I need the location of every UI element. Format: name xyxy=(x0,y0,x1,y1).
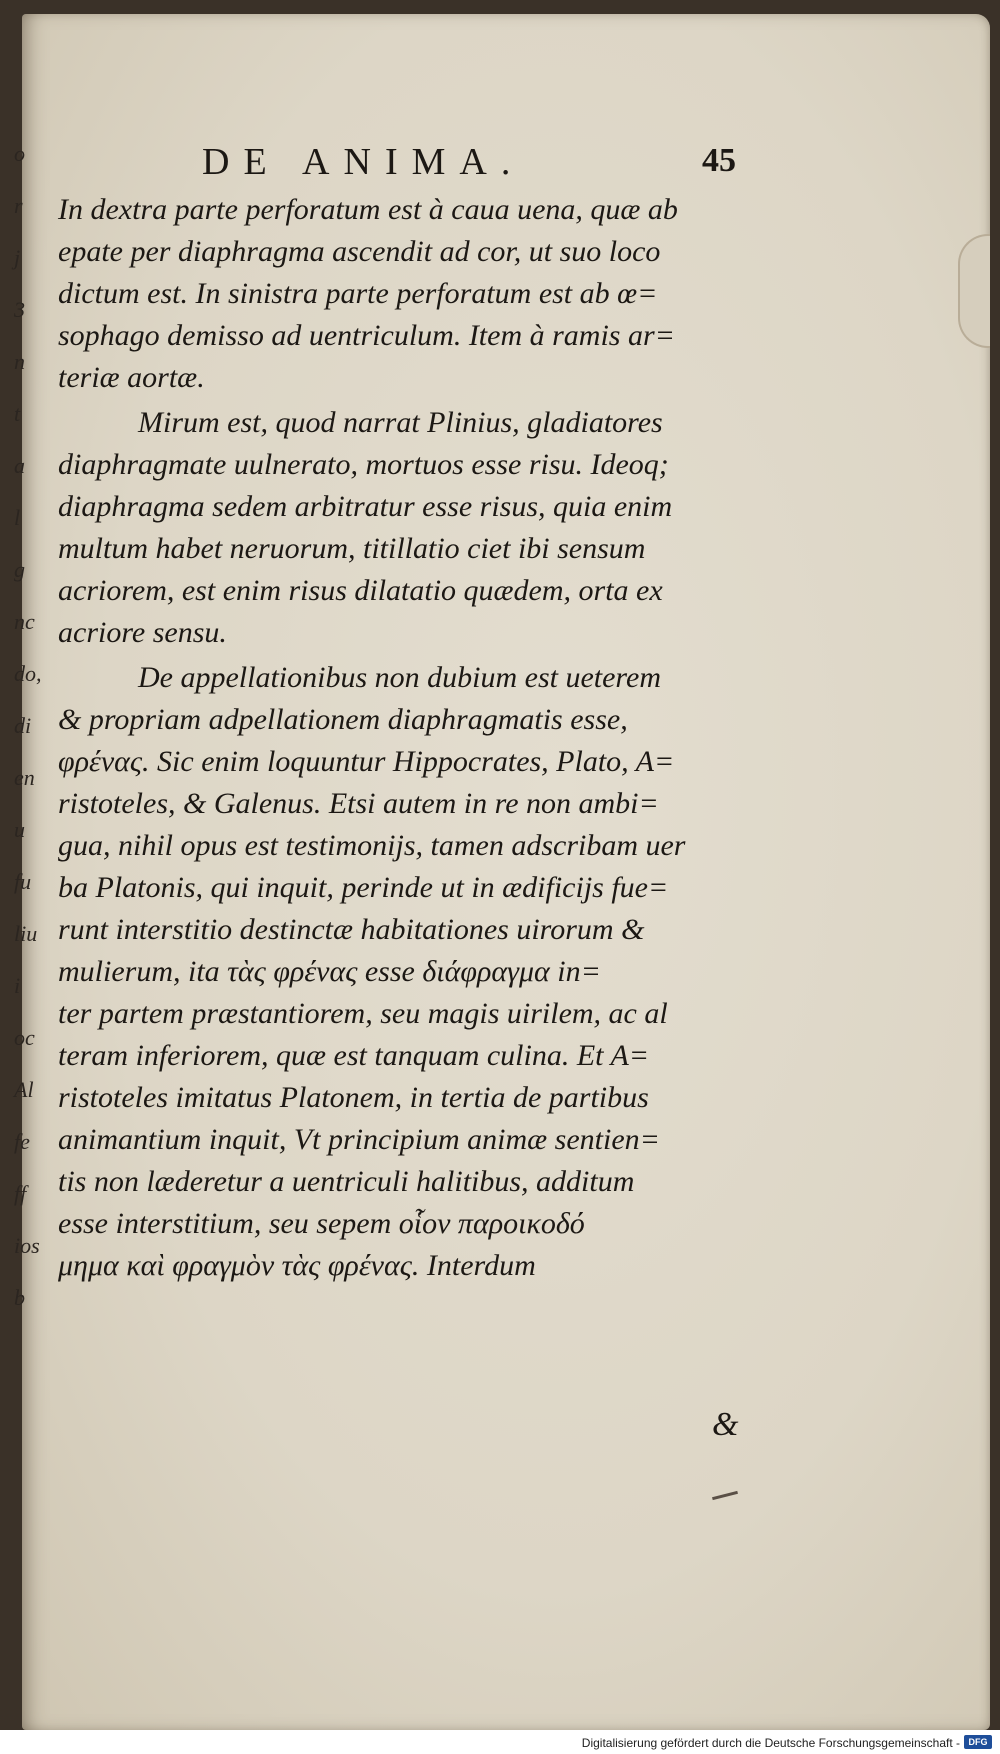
bleed-glyph: ff xyxy=(14,1181,27,1206)
bleed-glyph: di xyxy=(14,713,32,738)
bleed-glyph: b xyxy=(14,1285,25,1310)
paragraph-start-line: De appellationibus non dubium est ueterem xyxy=(138,661,661,694)
text-line: sophago demisso ad uentriculum. Item à ramis ar= xyxy=(58,319,675,352)
bleed-glyph: 3 xyxy=(14,297,25,322)
text-line: runt interstitio destinctæ habitationes uirorum & xyxy=(58,913,645,946)
text-line: φρένας. Sic enim loquuntur Hippocrates, Plato, A= xyxy=(58,745,675,778)
body-text xyxy=(58,189,778,1287)
dfg-logo: DFG xyxy=(964,1735,992,1749)
text-line: esse interstitium, seu sepem οἷον παροικοδό xyxy=(58,1207,585,1240)
bleed-glyph: r xyxy=(14,193,23,218)
book-page xyxy=(14,14,990,1730)
bleed-glyph: oc xyxy=(14,1025,35,1050)
text-line: teram inferiorem, quæ est tanquam culina. Et A= xyxy=(58,1039,650,1072)
facing-page-bleed-through xyxy=(14,134,44,1434)
text-line: gua, nihil opus est testimonijs, tamen adscribam uer xyxy=(58,829,686,862)
text-line: tis non læderetur a uentriculi halitibus, additum xyxy=(58,1165,635,1198)
bleed-glyph: o xyxy=(14,141,25,166)
digitization-footer xyxy=(0,1730,1000,1754)
bleed-glyph: liu xyxy=(14,921,38,946)
page-number: 45 xyxy=(702,142,736,179)
bleed-glyph: nc xyxy=(14,609,35,634)
bleed-glyph: Al xyxy=(14,1077,34,1102)
page-tab-marker xyxy=(958,234,990,348)
text-line: μημα καὶ φραγμὸν τὰς φρένας. Interdum xyxy=(58,1249,536,1282)
text-line: & propriam adpellationem diaphragmatis esse, xyxy=(58,703,628,736)
ink-mark xyxy=(712,1491,738,1500)
text-line: animantium inquit, Vt principium animæ sentien= xyxy=(58,1123,660,1156)
text-line: acriore sensu. xyxy=(58,616,227,649)
bleed-glyph: ios xyxy=(14,1233,40,1258)
bleed-glyph: n xyxy=(14,349,25,374)
bleed-glyph: u xyxy=(14,817,25,842)
bleed-glyph: i xyxy=(14,973,21,998)
bleed-glyph: fu xyxy=(14,869,32,894)
catchword: & xyxy=(712,1406,739,1443)
text-line: ba Platonis, qui inquit, perinde ut in ædificijs fue= xyxy=(58,871,669,904)
running-title: DE ANIMA. xyxy=(202,141,525,183)
text-line: acriorem, est enim risus dilatatio quædem, orta ex xyxy=(58,574,663,607)
text-line: ter partem præstantiorem, seu magis uirilem, ac al xyxy=(58,997,668,1030)
text-line: teriæ aortæ. xyxy=(58,361,205,394)
bleed-glyph: t xyxy=(14,401,21,426)
bleed-glyph: do, xyxy=(14,661,42,686)
text-line: ristoteles imitatus Platonem, in tertia de partibus xyxy=(58,1081,649,1114)
funding-credit: Digitalisierung gefördert durch die Deutsche Forschungsgemeinschaft - xyxy=(581,1736,960,1750)
paragraph-start-line: Mirum est, quod narrat Plinius, gladiatores xyxy=(138,406,663,439)
text-line: In dextra parte perforatum est à caua uena, quæ ab xyxy=(58,193,678,226)
text-line: dictum est. In sinistra parte perforatum est ab œ= xyxy=(58,277,658,310)
bleed-glyph: l xyxy=(14,505,21,530)
bleed-glyph: fe xyxy=(14,1129,30,1154)
text-line: diaphragma sedem arbitratur esse risus, quia enim xyxy=(58,490,673,523)
bleed-glyph: a xyxy=(14,453,25,478)
text-line: mulierum, ita τὰς φρένας esse διάφραγμα in= xyxy=(58,955,601,988)
text-line: ristoteles, & Galenus. Etsi autem in re non ambi= xyxy=(58,787,659,820)
page-header xyxy=(22,140,990,184)
bleed-glyph: en xyxy=(14,765,35,790)
text-line: multum habet neruorum, titillatio ciet ibi sensum xyxy=(58,532,646,565)
bleed-glyph: g xyxy=(14,557,25,582)
text-line: epate per diaphragma ascendit ad cor, ut suo loco xyxy=(58,235,661,268)
bleed-glyph: j xyxy=(14,245,21,270)
text-line: diaphragmate uulnerato, mortuos esse risu. Ideoq; xyxy=(58,448,669,481)
